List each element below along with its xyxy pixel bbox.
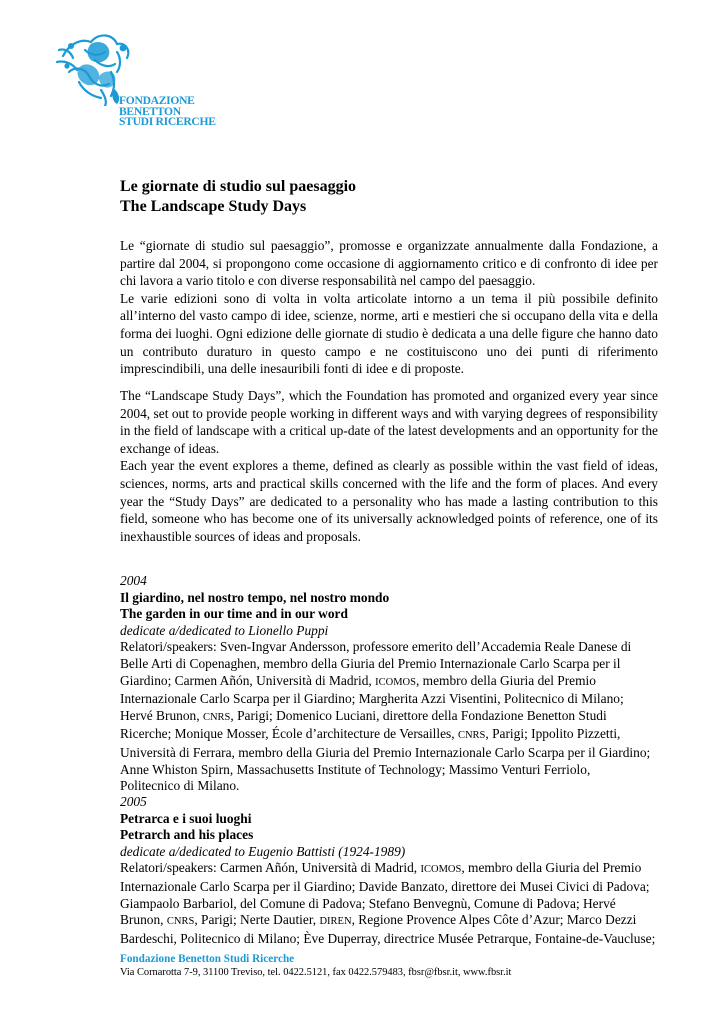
logo-line: STUDI RICERCHE	[119, 115, 216, 128]
speakers-line: Relatori/speakers: Carmen Añón, Università di Madrid, ICOMOS, membro della Giuria del Premio	[120, 860, 642, 876]
intro-paragraph: The “Landscape Study Days”, which the Foundation has promoted and organized every year since 2004, set out to provide people working in different ways and with varying degrees of responsibility in the field of landscape with a critical up-date of the latest developments and an opportunity for the exchange of ideas.	[120, 388, 658, 456]
edition-title-it: Petrarca e i suoi luoghi	[120, 810, 252, 826]
edition-2004	[120, 573, 665, 795]
intro-italian	[120, 237, 658, 378]
title-english: The Landscape Study Days	[120, 198, 307, 215]
logo-line: BENETTON	[119, 104, 181, 118]
footer-organization: Fondazione Benetton Studi Ricerche	[120, 953, 295, 965]
footer-address: Via Cornarotta 7-9, 31100 Treviso, tel. 0422.5121, fax 0422.579483, fbsr@fbsr.it, www.fbsr.it	[120, 967, 512, 978]
logo-wordmark	[119, 96, 216, 128]
edition-title-it: Il giardino, nel nostro tempo, nel nostro mondo	[120, 589, 390, 605]
intro-paragraph: Le varie edizioni sono di volta in volta articolate intorno a un tema il più possibile definito all’interno del vasto campo di idee, scienze, norme, arti e mestieri che si occupano della vita e della forma dei luoghi. Ogni edizione delle giornate di studio è dedicata a una delle figure che hanno dato un contributo duraturo in questo campo e ne costituiscono uno dei punti di riferimento imprescindibili, una delle inesauribili fonti di idee e di proposte.	[120, 290, 658, 377]
speakers-line: Relatori/speakers: Sven-Ingvar Andersson, professore emerito dell’Accademia Reale Danese di	[120, 639, 632, 655]
speakers-line: Giampaolo Barbariol, del Comune di Padova; Stefano Benvegnù, Comune di Padova; Hervé	[120, 895, 616, 911]
logo-line: FONDAZIONE	[119, 94, 195, 107]
document-title	[120, 177, 356, 217]
speakers-line: Ricerche; Monique Mosser, École d’architecture de Versailles, CNRS, Parigi; Ippolito Pizzetti,	[120, 726, 621, 742]
speakers-line: Internazionale Carlo Scarpa per il Giardino; Davide Banzato, direttore dei Musei Civici di Padova;	[120, 878, 650, 894]
edition-dedication: dedicate a/dedicated to Eugenio Battisti (1924-1989)	[120, 843, 406, 859]
intro-paragraph: Le “giornate di studio sul paesaggio”, promosse e organizzate annualmente dalla Fondazione, a partire dal 2004, si propongono come occasione di aggiornamento critico e di confronto di idee per chi lavora a vario titolo e con diverse responsabilità nel campo del paesaggio.	[120, 238, 658, 289]
edition-year: 2004	[120, 573, 147, 588]
speakers-line: Politecnico di Milano.	[120, 778, 240, 794]
speakers-line: Anne Whiston Spirn, Massachusetts Institute of Technology; Massimo Venturi Ferriolo,	[120, 761, 591, 777]
title-italian: Le giornate di studio sul paesaggio	[120, 178, 357, 195]
speakers-line: Giardino; Carmen Añón, Università di Madrid, ICOMOS, membro della Giuria del Premio	[120, 672, 596, 688]
speakers-line: Belle Arti di Copenaghen, membro della Giuria del Premio Internazionale Carlo Scarpa per il	[120, 655, 621, 671]
edition-2005	[120, 794, 665, 947]
edition-title-en: The garden in our time and in our word	[120, 606, 348, 622]
speakers-line: Bardeschi, Politecnico di Milano; Ève Duperray, directrice Musée Petrarque, Fontaine-de-Vaucluse;	[120, 930, 656, 946]
speakers-line: Hervé Brunon, CNRS, Parigi; Domenico Luciani, direttore della Fondazione Benetton Studi	[120, 707, 607, 723]
speakers-line: Brunon, CNRS, Parigi; Nerte Dautier, DIREN, Regione Provence Alpes Côte d’Azur; Marco Dezzi	[120, 912, 637, 928]
edition-year: 2005	[120, 794, 147, 809]
edition-title-en: Petrarch and his places	[120, 827, 254, 843]
speakers-line: Internazionale Carlo Scarpa per il Giardino; Margherita Azzi Visentini, Politecnico di Milano;	[120, 691, 624, 707]
edition-dedication: dedicate a/dedicated to Lionello Puppi	[120, 622, 329, 638]
intro-paragraph: Each year the event explores a theme, defined as clearly as possible within the vast field of ideas, sciences, norms, arts and practical skills concerned with the life and the form of places. And every year the “Study Days” are dedicated to a personality who has made a lasting contribution to this field, someone who has become one of its universally acknowledged points of reference, one of its inexhaustible sources of ideas and proposals.	[120, 458, 658, 544]
intro-english	[120, 387, 658, 545]
foundation-logo	[55, 26, 215, 130]
speakers-line: Università di Ferrara, membro della Giuria del Premio Internazionale Carlo Scarpa per il Giardino;	[120, 744, 651, 760]
